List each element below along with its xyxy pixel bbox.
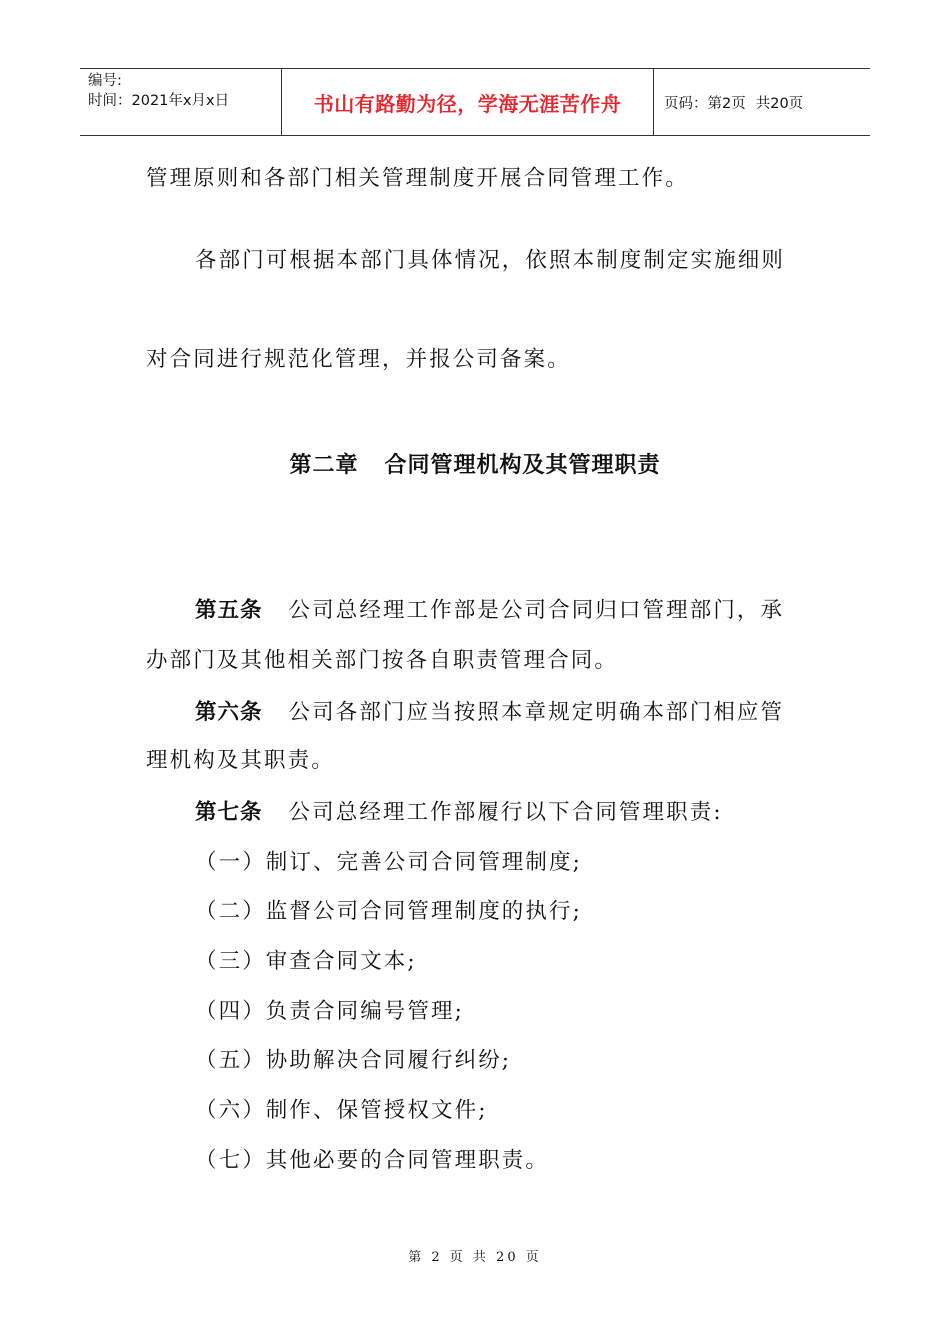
list-item: （二）监督公司合同管理制度的执行; <box>195 899 582 924</box>
article-7-label: 第七条 <box>195 800 263 825</box>
chapter-number: 第二章 <box>289 453 359 478</box>
doc-time-label: 时间：2021年x月x日 <box>88 93 230 109</box>
header-page-info <box>654 69 870 135</box>
list-item: （一）制订、完善公司合同管理制度; <box>195 850 582 875</box>
article-6-label: 第六条 <box>195 700 263 725</box>
list-item: （四）负责合同编号管理; <box>195 999 464 1024</box>
article-5-line-1 <box>195 596 784 626</box>
header-total-label: 共20页 <box>755 95 804 112</box>
article-7-line-1 <box>195 798 723 828</box>
paragraph-line-1: 管理原则和各部门相关管理制度开展合同管理工作。 <box>146 166 689 191</box>
header-page-label: 页码：第2页 <box>664 95 746 112</box>
paragraph-line-3: 对合同进行规范化管理，并报公司备案。 <box>146 347 571 372</box>
article-7-text-1: 公司总经理工作部履行以下合同管理职责: <box>288 800 723 825</box>
page-footer: 第 2 页 共 20 页 <box>408 1250 542 1265</box>
header-table <box>80 68 870 136</box>
list-item: （五）协助解决合同履行纠纷; <box>195 1048 512 1073</box>
paragraph-line-2: 各部门可根据本部门具体情况，依照本制度制定实施细则 <box>195 248 786 273</box>
doc-number-label: 编号: <box>88 73 122 89</box>
article-6-line-1 <box>195 698 784 728</box>
header-motto: 书山有路勤为径，学海无涯苦作舟 <box>282 69 654 135</box>
article-6-line-2: 理机构及其职责。 <box>146 748 335 773</box>
list-item: （六）制作、保管授权文件; <box>195 1098 488 1123</box>
article-5-label: 第五条 <box>195 598 263 623</box>
article-5-line-2: 办部门及其他相关部门按各自职责管理合同。 <box>146 648 619 673</box>
list-item: （七）其他必要的合同管理职责。 <box>195 1148 550 1173</box>
list-item: （三）审查合同文本; <box>195 949 417 974</box>
chapter-heading <box>0 448 950 479</box>
header-meta <box>80 69 282 135</box>
chapter-title: 合同管理机构及其管理职责 <box>384 453 661 478</box>
article-5-text-1: 公司总经理工作部是公司合同归口管理部门，承 <box>288 598 785 623</box>
article-6-text-1: 公司各部门应当按照本章规定明确本部门相应管 <box>288 700 785 725</box>
